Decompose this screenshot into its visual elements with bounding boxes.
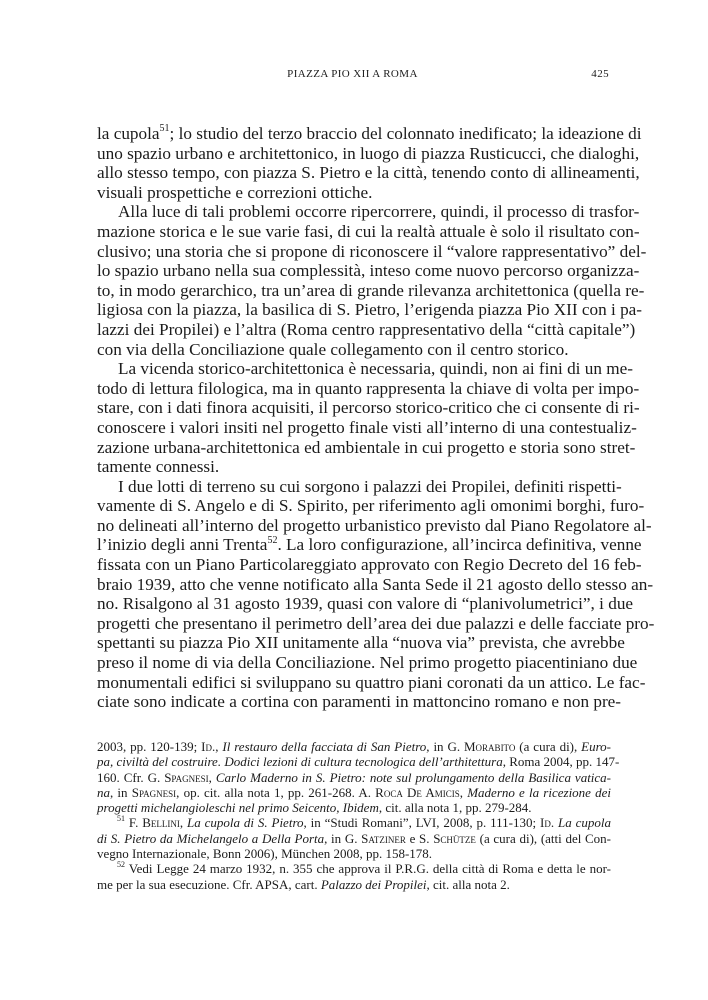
text-line: la cupola$^{51}$; lo studio del terzo braccio del colonnato inedificato; la ideazione di bbox=[97, 123, 642, 143]
footnote-line: me per la sua esecuzione. Cfr. APSA, cart. Palazzo dei Propilei, cit. alla nota 2. bbox=[97, 876, 510, 892]
footnote-51: $^{51}$ F. Bellini, La cupola di S. Pietro, in “Studi Romani”, LVI, 2008, p. 111-130; Id. La cupola bbox=[117, 814, 611, 831]
footnote-52: $^{52}$ Vedi Legge 24 marzo 1932, n. 355 che approva il P.R.G. della città di Roma e detta le nor- bbox=[117, 860, 611, 877]
text-line: allo stesso tempo, con piazza S. Pietro e la città, tenendo conto di allineamenti, bbox=[97, 163, 640, 183]
text-line: clusivo; una storia che si propone di riconoscere il “valore rappresentativo” del- bbox=[97, 241, 647, 261]
footnote-ref-52[interactable]: 52 bbox=[267, 534, 278, 546]
text-line: fissata con un Piano Particolareggiato approvato con Regio Decreto del 16 feb- bbox=[97, 555, 642, 575]
text-line: zazione urbana-architettonica ed ambientale in cui progetto e storia sono stret- bbox=[97, 437, 636, 457]
footnote-number-52: 52 bbox=[117, 860, 125, 870]
paragraph-start: I due lotti di terreno su cui sorgono i palazzi dei Propilei, definiti rispetti- bbox=[118, 476, 622, 496]
text-line: visuali prospettiche e correzioni ottiche. bbox=[97, 182, 373, 202]
text-line: todo di lettura filologica, ma in quanto rappresenta la chiave di volta per impo- bbox=[97, 378, 640, 398]
running-head bbox=[96, 68, 609, 84]
footnote-line: 160. Cfr. G. Spagnesi, Carlo Maderno in S. Pietro: note sul prolungamento della Basilica vatica- bbox=[97, 769, 612, 785]
footnote-line: na, in Spagnesi, op. cit. alla nota 1, pp. 261-268. A. Roca De Amicis, Maderno e la ricezione dei bbox=[97, 784, 612, 800]
text-line: no delineati all’interno del progetto urbanistico previsto dal Piano Regolatore al- bbox=[97, 515, 652, 535]
text-line: ciate sono indicate a cortina con paramenti in mattoncino romano e non pre- bbox=[97, 692, 622, 712]
footnote-line: di S. Pietro da Michelangelo a Della Porta, in G. Satziner e S. Schütze (a cura di), (atti del Con- bbox=[97, 830, 612, 846]
footnote-line: vegno Internazionale, Bonn 2006), München 2008, pp. 158-178. bbox=[97, 846, 433, 862]
text-line: monumentali edifici si sviluppano su quattro piani coronati da un attico. Le fac- bbox=[97, 672, 646, 692]
text-line: con via della Conciliazione quale collegamento con il centro storico. bbox=[97, 339, 569, 359]
footnote-line: progetti michelangioleschi nel primo Seicento, Ibidem, cit. alla nota 1, pp. 279-284. bbox=[97, 800, 532, 816]
text-line: conoscere i valori insiti nel progetto finale visti all’interno di una contestualiz- bbox=[97, 417, 637, 437]
text-line: lazzi dei Propilei) e l’altra (Roma centro rappresentativo della “città capitale”) bbox=[97, 319, 636, 339]
text-line: no. Risalgono al 31 agosto 1939, quasi con valore di “planivolumetrici”, i due bbox=[97, 594, 634, 614]
text-line: l’inizio degli anni Trenta$^{52}$. La loro configurazione, all’incirca definitiva, venne bbox=[97, 534, 642, 555]
paragraph-start: Alla luce di tali problemi occorre ripercorrere, quindi, il processo di trasfor- bbox=[118, 202, 640, 222]
footnote-number-51: 51 bbox=[117, 814, 125, 824]
body-text bbox=[97, 123, 655, 712]
paragraph-start: La vicenda storico-architettonica è necessaria, quindi, non ai fini di un me- bbox=[118, 359, 633, 379]
footnote-line: pa, civiltà del costruire. Dodici lezioni di cultura tecnologica dell’arthitettura, Roma 2004, pp. 147- bbox=[97, 754, 620, 770]
text-line: to, in modo gerarchico, tra un’area di grande rilevanza architettonica (quella re- bbox=[97, 280, 645, 300]
text-line: braio 1939, atto che venne notificato alla Santa Sede il 21 agosto dello stesso an- bbox=[97, 574, 654, 594]
text-line: tamente connessi. bbox=[97, 457, 220, 477]
running-title: PIAZZA PIO XII A ROMA bbox=[287, 68, 418, 80]
text-line: vamente di S. Angelo e di S. Spirito, per riferimento agli omonimi borghi, furo- bbox=[97, 496, 645, 516]
text-line: preso il nome di via della Conciliazione. Nel primo progetto piacentiniano due bbox=[97, 653, 638, 673]
text-line: mazione storica e le sue varie fasi, di cui la realtà attuale è solo il risultato con- bbox=[97, 221, 640, 241]
text-line: lo spazio urbano nella sua complessità, inteso come nuovo percorso organizza- bbox=[97, 261, 640, 281]
text-line: spettanti su piazza Pio XII unitamente alla “nuova via” prevista, che avrebbe bbox=[97, 633, 625, 653]
footnotes bbox=[97, 739, 620, 892]
page-number: 425 bbox=[591, 68, 609, 80]
footnote-line: 2003, pp. 120-139; Id., Il restauro della facciata di San Pietro, in G. Morabito (a cura di), Euro- bbox=[97, 739, 612, 754]
text-line: ligiosa con la piazza, la basilica di S. Pietro, l’erigenda piazza Pio XII con i pa- bbox=[97, 300, 643, 320]
text-line: progetti che presentano il perimetro dell’area dei due palazzi e delle facciate pro- bbox=[97, 613, 655, 633]
text-line: uno spazio urbano e architettonico, in luogo di piazza Rusticucci, che dialoghi, bbox=[97, 143, 640, 163]
text-line: stare, con i dati finora acquisiti, il percorso storico-critico che ci consente di ri- bbox=[97, 398, 640, 418]
footnote-ref-51[interactable]: 51 bbox=[159, 123, 170, 135]
